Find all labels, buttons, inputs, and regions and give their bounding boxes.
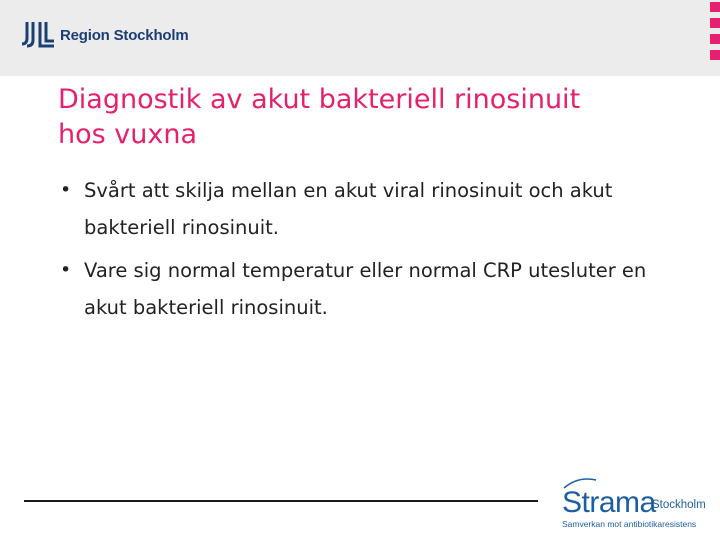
logo-text: Region Stockholm — [60, 26, 189, 44]
bullet-marker: • — [60, 179, 72, 201]
list-item — [58, 172, 678, 246]
bullet-text: Vare sig normal temperatur eller normal CRP utesluter en akut bakteriell rinosinuit. — [84, 259, 647, 319]
slide-title-line1: Diagnostik av akut bakteriell rinosinuit — [58, 84, 581, 115]
bullet-list — [58, 172, 678, 332]
list-item — [58, 252, 678, 326]
header-band — [0, 0, 720, 76]
strama-wordmark: Strama — [562, 486, 656, 519]
bullet-text: Svårt att skilja mellan en akut viral rinosinuit och akut bakteriell rinosinuit. — [84, 179, 613, 239]
region-stockholm-logo — [22, 22, 188, 48]
slide-title-line2: hos vuxna — [58, 119, 198, 150]
strama-tagline: Samverkan mot antibiotikaresistens — [562, 519, 697, 529]
footer-divider — [24, 500, 538, 502]
slide-title — [58, 82, 698, 152]
square-decoration — [710, 50, 720, 60]
decorative-squares — [706, 0, 720, 76]
square-decoration — [710, 34, 720, 44]
square-decoration — [710, 18, 720, 28]
region-stockholm-logo-icon — [22, 22, 56, 48]
bullet-marker: • — [60, 259, 72, 281]
strama-logo — [560, 474, 710, 534]
strama-city: Stockholm — [652, 499, 706, 511]
square-decoration — [710, 2, 720, 12]
